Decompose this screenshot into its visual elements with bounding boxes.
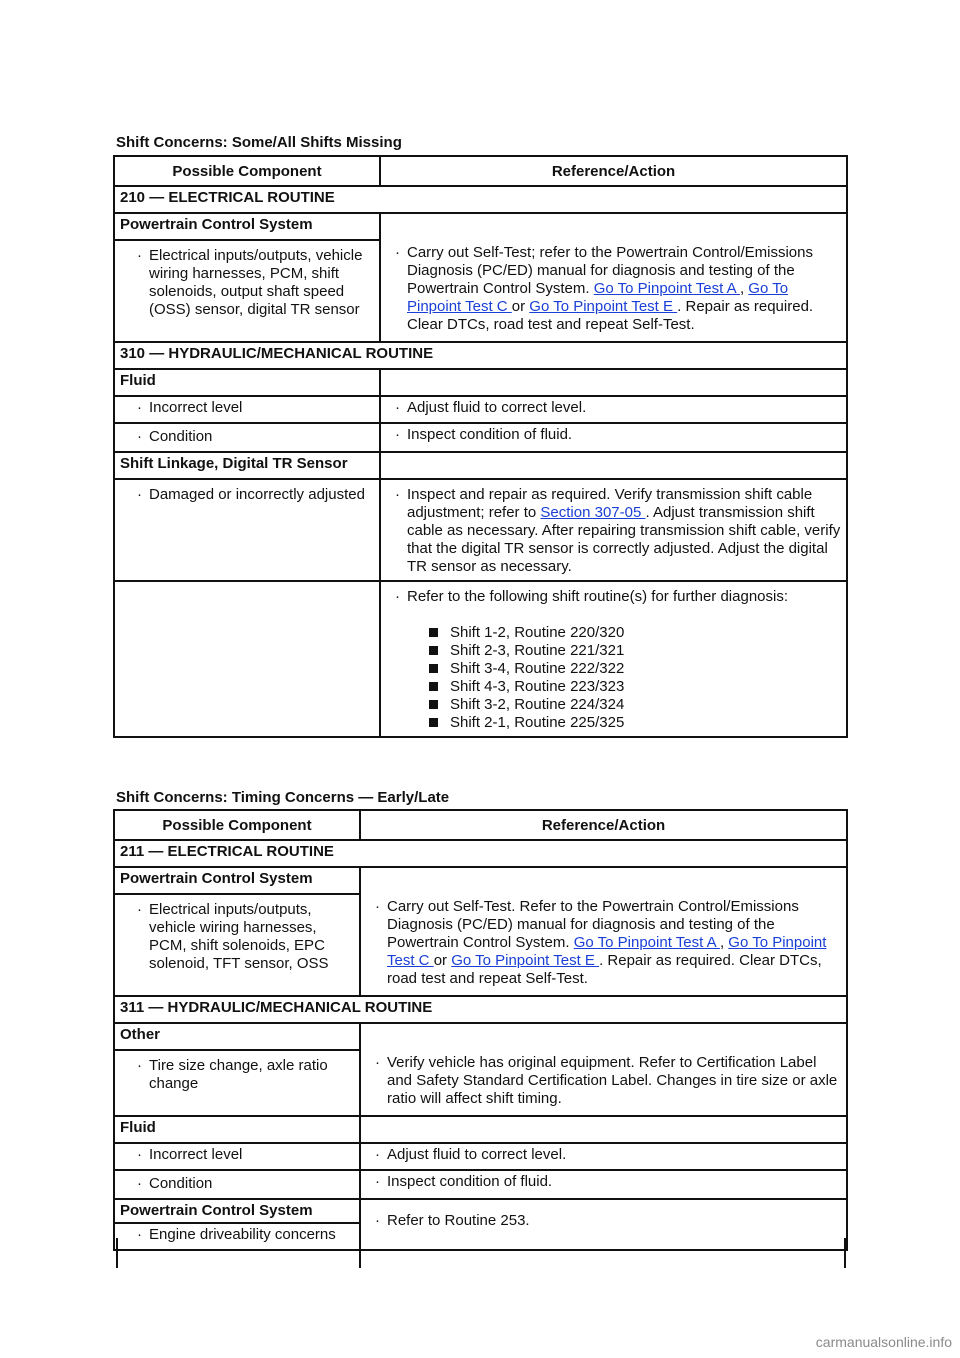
component-row-incorrect-level [114,396,847,423]
group-shift-linkage: Shift Linkage, Digital TR Sensor [114,452,380,479]
bullet-icon: · [137,1146,142,1163]
table2-title: Shift Concerns: Timing Concerns — Early/Late [116,789,450,806]
routine-item-text: Shift 3-2, Routine 224/324 [450,696,625,713]
action-inspect-fluid [380,423,847,452]
component-condition [114,1170,360,1199]
section-211-title: 211 — ELECTRICAL ROUTINE [114,840,847,867]
action-self-test [360,867,847,996]
action-inspect-repair-tail: . Adjust transmission shift cable as necessary. After repairing transmission shift cable, verify that the digital TR sensor is correctly adjusted. Adjust the digital TR sensor as necessary. [407,504,841,575]
bullet-icon: · [395,426,400,443]
section-311-title: 311 — HYDRAULIC/MECHANICAL ROUTINE [114,996,847,1023]
table1-title: Shift Concerns: Some/All Shifts Missing [116,134,402,151]
square-bullet-icon [429,682,438,691]
continuation-line-right [844,1238,846,1268]
square-bullet-icon [429,628,438,637]
routine-item-text: Shift 4-3, Routine 223/323 [450,678,625,695]
action-inspect-repair [380,479,847,581]
action-self-test-tail: . Repair as required. Clear DTCs, road test and repeat Self-Test. [407,298,814,333]
component-row-condition [114,1170,847,1199]
action-verify-equipment-text: Verify vehicle has original equipment. Refer to Certification Label and Safety Standard Certification Label. Changes in tire size or axle ratio will affect shift timing. [387,1054,838,1107]
link-section-307-05[interactable]: Section 307-05 [540,504,646,521]
routine-item [429,696,841,714]
square-bullet-icon [429,718,438,727]
header-reference-action: Reference/Action [360,810,847,840]
group-fluid: Fluid [114,369,380,396]
group-row-pcs [114,867,847,894]
component-tire-size-text: Tire size change, axle ratio change [149,1057,328,1092]
bullet-icon: · [137,1175,142,1192]
bullet-icon: · [375,1173,380,1190]
component-condition [114,423,380,452]
action-verify-equipment [360,1023,847,1116]
action-adjust-fluid-text: Adjust fluid to correct level. [387,1146,567,1163]
routine-item [429,642,841,660]
group-row-shift-linkage [114,452,847,479]
group-row-pcs [114,213,847,240]
component-row-routines [114,581,847,737]
bullet-icon: · [395,486,400,503]
component-incorrect-level-text: Incorrect level [149,399,243,416]
routine-item-text: Shift 3-4, Routine 222/322 [450,660,625,677]
group-other: Other [114,1023,360,1050]
action-shift-routines [380,581,847,737]
routine-item-text: Shift 1-2, Routine 220/320 [450,624,625,641]
header-reference-action: Reference/Action [380,156,847,186]
component-tire-size [114,1050,360,1116]
bullet-icon: · [375,1212,380,1229]
action-self-test [380,213,847,342]
bullet-icon: · [375,1054,380,1071]
group-powertrain-control-system: Powertrain Control System [114,867,360,894]
continuation-line-left [116,1238,118,1268]
sep-comma: , [719,934,729,951]
group-fluid-empty [380,369,847,396]
action-adjust-fluid [360,1143,847,1170]
link-pinpoint-test-a[interactable]: Go To Pinpoint Test A [573,934,720,951]
component-electrical-inputs-text: Electrical inputs/outputs, vehicle wiring harnesses, PCM, shift solenoids, output shaft speed (OSS) sensor, digital TR sensor [149,247,363,318]
section-210-title: 210 — ELECTRICAL ROUTINE [114,186,847,213]
action-self-test-tail: . Repair as required. Clear DTCs, road test and repeat Self-Test. [387,952,822,987]
section-row-310 [114,342,847,369]
component-routines-empty [114,581,380,737]
routine-item [429,714,841,732]
bullet-icon: · [137,486,142,503]
link-pinpoint-test-c[interactable]: Go To Pinpoint Test C [387,934,827,969]
sep-comma: , [739,280,749,297]
group-row-fluid [114,1116,847,1143]
component-incorrect-level [114,1143,360,1170]
component-incorrect-level [114,396,380,423]
action-adjust-fluid-text: Adjust fluid to correct level. [407,399,587,416]
square-bullet-icon [429,646,438,655]
action-inspect-fluid-text: Inspect condition of fluid. [387,1173,553,1190]
table1-header-row [114,156,847,186]
action-refer-routine-text: Refer to Routine 253. [387,1212,530,1229]
bullet-icon: · [137,428,142,445]
group-shift-linkage-empty [380,452,847,479]
sep-or: or [511,298,530,315]
section-row-211 [114,840,847,867]
section-row-311 [114,996,847,1023]
group-row-pcs-2 [114,1199,847,1223]
bullet-icon: · [137,1057,142,1074]
section-row-210 [114,186,847,213]
bullet-icon: · [137,399,142,416]
table2-header-row [114,810,847,840]
link-pinpoint-test-c[interactable]: Go To Pinpoint Test C [407,280,789,315]
bullet-icon: · [137,247,142,264]
component-electrical-inputs-text: Electrical inputs/outputs, vehicle wiring harnesses, PCM, shift solenoids, EPC solenoid, TFT sensor, OSS [149,901,329,972]
routine-list [407,624,841,732]
group-row-other [114,1023,847,1050]
action-self-test-text: Carry out Self-Test; refer to the Powertrain Control/Emissions Diagnosis (PC/ED) manual for diagnosis and testing of the Powertrain Control System. [407,244,813,297]
bullet-icon: · [395,588,400,605]
component-condition-text: Condition [149,1175,213,1192]
routine-item-text: Shift 2-3, Routine 221/321 [450,642,625,659]
watermark: carmanualsonline.info [815,1334,952,1350]
component-row-damaged [114,479,847,581]
link-pinpoint-test-e[interactable]: Go To Pinpoint Test E [451,952,600,969]
routine-item [429,624,841,642]
link-pinpoint-test-e[interactable]: Go To Pinpoint Test E [529,298,678,315]
square-bullet-icon [429,700,438,709]
bullet-icon: · [375,1146,380,1163]
component-row-incorrect-level [114,1143,847,1170]
link-pinpoint-test-a[interactable]: Go To Pinpoint Test A [593,280,740,297]
group-fluid-empty [360,1116,847,1143]
component-driveability-text: Engine driveability concerns [149,1226,336,1243]
header-possible-component: Possible Component [114,810,360,840]
group-powertrain-control-system: Powertrain Control System [114,213,380,240]
action-inspect-repair-text: Inspect and repair as required. Verify transmission shift cable adjustment; refer to [407,486,813,521]
component-electrical-inputs [114,894,360,996]
table2-continuation [116,1238,846,1268]
section-310-title: 310 — HYDRAULIC/MECHANICAL ROUTINE [114,342,847,369]
routine-item-text: Shift 2-1, Routine 225/325 [450,714,625,731]
bullet-icon: · [395,244,400,261]
bullet-icon: · [395,399,400,416]
group-fluid: Fluid [114,1116,360,1143]
component-row-condition [114,423,847,452]
routine-item [429,660,841,678]
group-powertrain-control-system-2: Powertrain Control System [114,1199,360,1223]
group-row-fluid [114,369,847,396]
component-incorrect-level-text: Incorrect level [149,1146,243,1163]
action-self-test-text: Carry out Self-Test. Refer to the Powertrain Control/Emissions Diagnosis (PC/ED) manual for diagnosis and testing of the Powertrain Control System. [387,898,799,951]
table2 [113,809,848,1251]
sep-or: or [433,952,452,969]
bullet-icon: · [375,898,380,915]
routine-item [429,678,841,696]
header-possible-component: Possible Component [114,156,380,186]
action-adjust-fluid [380,396,847,423]
component-damaged-text: Damaged or incorrectly adjusted [149,486,365,503]
action-shift-routines-text: Refer to the following shift routine(s) for further diagnosis: [407,588,789,605]
component-condition-text: Condition [149,428,213,445]
action-inspect-fluid-text: Inspect condition of fluid. [407,426,573,443]
component-electrical-inputs [114,240,380,342]
square-bullet-icon [429,664,438,673]
bullet-icon: · [137,1226,142,1243]
bullet-icon: · [137,901,142,918]
table1 [113,155,848,738]
action-inspect-fluid [360,1170,847,1199]
component-damaged [114,479,380,581]
continuation-line-mid [359,1238,361,1268]
